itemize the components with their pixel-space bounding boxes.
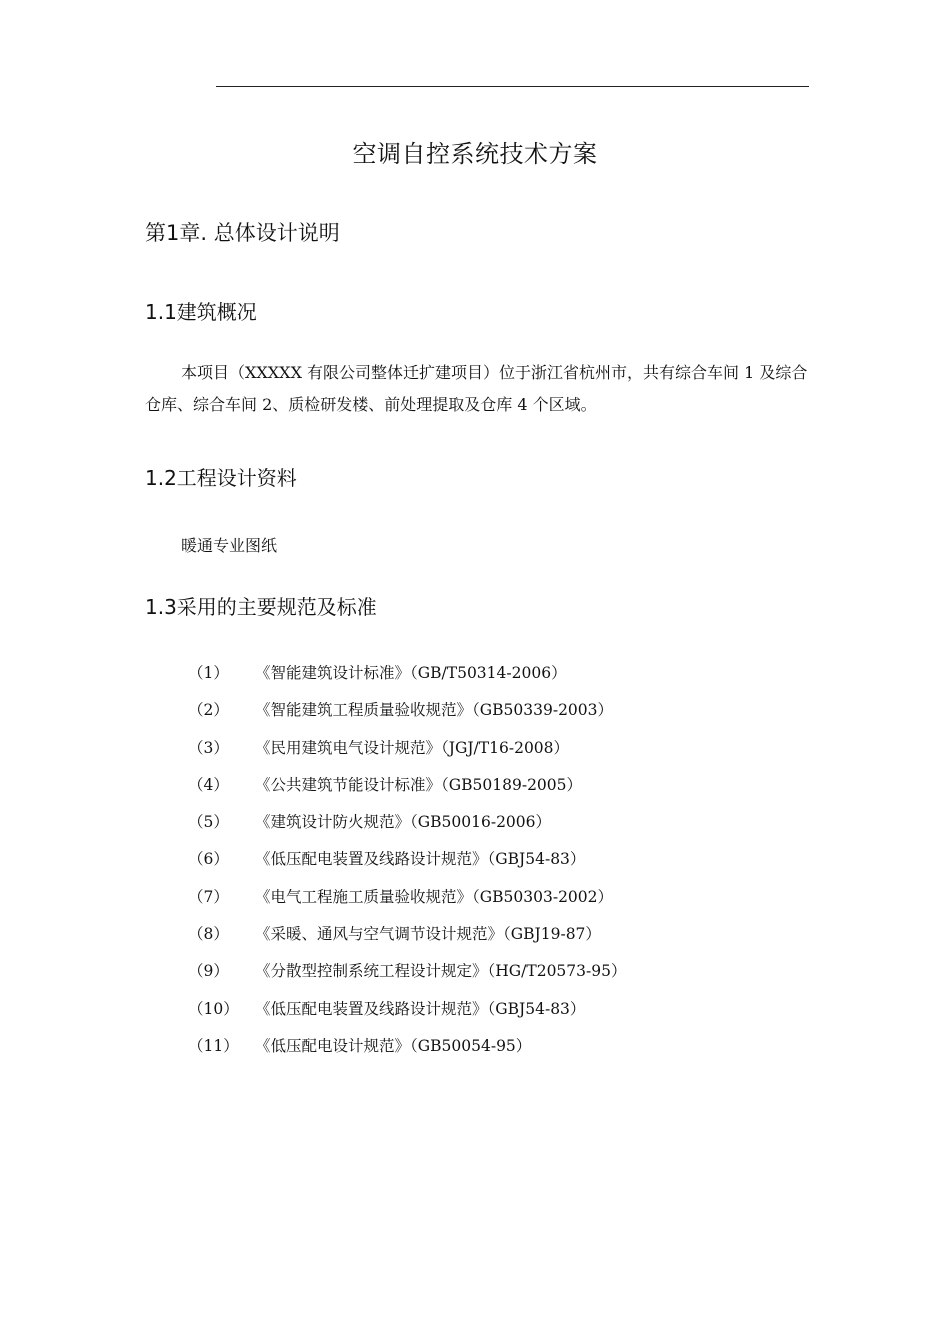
reference-text: 《民用建筑电气设计规范》（JGJ/T16-2008） (255, 738, 570, 757)
reference-text: 《建筑设计防火规范》（GB50016-2006） (255, 813, 552, 832)
reference-text: 《采暖、通风与空气调节设计规范》（GBJ19-87） (255, 925, 601, 944)
document-title-text: 空调自控系统技术方案 (352, 140, 598, 168)
list-item (188, 884, 626, 921)
reference-text: 《智能建筑工程质量验收规范》（GB50339-2003） (255, 701, 614, 720)
section-body-1-2: 暖通专业图纸 (181, 536, 278, 555)
list-item (188, 735, 626, 772)
list-item (188, 809, 626, 846)
reference-index: （1） (188, 664, 229, 682)
reference-index: （10） (188, 999, 239, 1018)
list-item (188, 660, 626, 697)
reference-text: 《智能建筑设计标准》（GB/T50314-2006） (255, 664, 567, 682)
list-item (188, 697, 626, 734)
chapter-heading: 第1章. 总体设计说明 (145, 221, 340, 245)
reference-index: （5） (188, 813, 229, 832)
list-item (188, 921, 626, 958)
reference-index: （8） (188, 925, 229, 944)
reference-text: 《低压配电设计规范》（GB50054-95） (255, 1036, 532, 1055)
list-item (188, 1033, 626, 1070)
list-item (188, 772, 626, 809)
section-heading-1-1: 1.1建筑概况 (145, 300, 257, 324)
reference-index: （11） (188, 1036, 239, 1055)
reference-index: （4） (188, 775, 229, 794)
reference-text: 《公共建筑节能设计标准》（GB50189-2005） (255, 775, 583, 794)
list-item (188, 958, 626, 995)
section-heading-1-2: 1.2工程设计资料 (145, 466, 297, 490)
reference-text: 《低压配电装置及线路设计规范》（GBJ54-83） (255, 999, 586, 1018)
reference-index: （7） (188, 887, 229, 906)
reference-text: 《分散型控制系统工程设计规定》（HG/T20573-95） (255, 962, 627, 981)
reference-text: 《电气工程施工质量验收规范》（GB50303-2002） (255, 887, 614, 906)
reference-index: （2） (188, 701, 229, 720)
section-heading-1-3: 1.3采用的主要规范及标准 (145, 595, 377, 619)
reference-text: 《低压配电装置及线路设计规范》（GBJ54-83） (255, 850, 586, 869)
reference-index: （3） (188, 738, 229, 757)
list-item (188, 846, 626, 883)
reference-index: （6） (188, 850, 229, 869)
document-title (0, 137, 950, 171)
reference-list (188, 660, 626, 1070)
section-body-1-1: 本项目（XXXXX 有限公司整体迁扩建项目）位于浙江省杭州市，共有综合车间 1 及综合仓库、综合车间 2、质检研发楼、前处理提取及仓库 4 个区域。 (145, 363, 808, 414)
header-rule (216, 86, 809, 87)
list-item (188, 996, 626, 1033)
reference-index: （9） (188, 962, 229, 981)
